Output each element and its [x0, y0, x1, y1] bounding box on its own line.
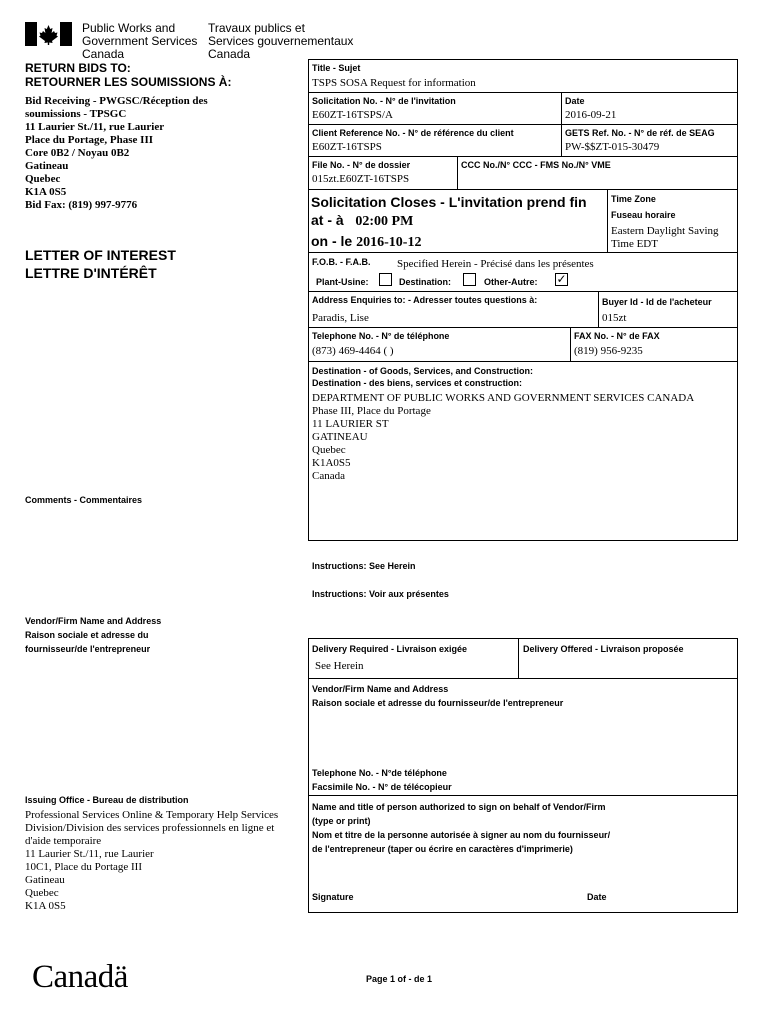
- bid-receiving-address: Bid Receiving - PWGSC/Réception des soumissions - TPSGC 11 Laurier St./11, rue Laurier Place du Portage, Phase III Core 0B2 / Noyau 0B2 Gatineau Quebec K1A 0S5 Bid Fax: (819) 997-9776: [25, 95, 208, 211]
- gets-ref-label: GETS Ref. No. - N° de réf. de SEAG: [565, 128, 715, 138]
- time-zone-label: Time Zone: [611, 194, 656, 204]
- vendor-firm-field[interactable]: [312, 712, 732, 762]
- signature-date-label: Date: [587, 892, 607, 902]
- file-no-label: File No. - N° de dossier: [312, 160, 411, 170]
- closing-time: at - à 02:00 PM: [311, 212, 414, 229]
- buyer-id-label: Buyer Id - Id de l'acheteur: [602, 297, 712, 307]
- solicitation-closes-label: Solicitation Closes - L'invitation prend fin: [311, 194, 587, 210]
- page-number: Page 1 of - de 1: [366, 974, 433, 984]
- closing-date: on - le 2016-10-12: [311, 233, 422, 250]
- fuseau-horaire-label: Fuseau horaire: [611, 210, 676, 220]
- fob-value: Specified Herein - Précisé dans les présentes: [397, 258, 594, 270]
- delivery-offered-field[interactable]: [520, 660, 735, 676]
- department-name-en: Public Works and Government Services Canada: [82, 21, 198, 61]
- date-value: 2016-09-21: [565, 109, 617, 121]
- canada-wordmark: Canadä: [32, 959, 128, 995]
- issuing-office-label: Issuing Office - Bureau de distribution: [25, 795, 189, 805]
- time-zone-value: Eastern Daylight Saving Time EDT: [611, 225, 719, 250]
- destination-checkbox-label: Destination:: [399, 277, 452, 287]
- destination-label: Destination - of Goods, Services, and Construction: Destination - des biens, services et construction:: [312, 366, 534, 388]
- destination-checkbox[interactable]: [463, 273, 476, 286]
- solicitation-no-label: Solicitation No. - N° de l'invitation: [312, 96, 456, 106]
- file-no-value: 015zt.E60ZT-16TSPS: [312, 173, 410, 185]
- address-enquiries-value: Paradis, Lise: [312, 312, 369, 324]
- return-bids-heading: RETURN BIDS TO: RETOURNER LES SOUMISSIONS À:: [25, 61, 232, 89]
- department-name-fr: Travaux publics et Services gouvernementaux Canada: [208, 21, 354, 61]
- fob-label: F.O.B. - F.A.B.: [312, 257, 371, 267]
- ccc-no-label: CCC No./N° CCC - FMS No./N° VME: [461, 160, 611, 170]
- delivery-offered-label: Delivery Offered - Livraison proposée: [523, 644, 684, 654]
- vendor-phone-fax-labels: Telephone No. - N°de téléphone Facsimile No. - N° de télécopieur: [312, 768, 452, 792]
- client-reference-value: E60ZT-16TSPS: [312, 141, 382, 153]
- letter-of-interest-title: LETTER OF INTEREST LETTRE D'INTÉRÊT: [25, 247, 176, 281]
- authorized-person-label: Name and title of person authorized to sign on behalf of Vendor/Firm (type or print) Nom et titre de la personne autorisée à signer au nom du fournisseur/ de l'entrepreneur (taper ou écrire en caractères d'imprimerie): [312, 802, 611, 854]
- address-enquiries-label: Address Enquiries to: - Adresser toutes questions à:: [312, 295, 538, 305]
- other-autre-label: Other-Autre:: [484, 277, 538, 287]
- destination-address: DEPARTMENT OF PUBLIC WORKS AND GOVERNMENT SERVICES CANADA Phase III, Place du Portage 11 LAURIER ST GATINEAU Quebec K1A0S5 Canada: [312, 392, 695, 482]
- instructions-fr: Instructions: Voir aux présentes: [312, 589, 449, 599]
- comments-label: Comments - Commentaires: [25, 495, 143, 505]
- delivery-required-label: Delivery Required - Livraison exigée: [312, 644, 468, 654]
- telephone-value: (873) 469-4464 ( ): [312, 345, 394, 357]
- solicitation-no-value: E60ZT-16TSPS/A: [312, 109, 393, 121]
- vendor-firm-label-left: Vendor/Firm Name and Address Raison sociale et adresse du fournisseur/de l'entrepreneur: [25, 616, 162, 654]
- fax-label: FAX No. - N° de FAX: [574, 331, 660, 341]
- signature-label: Signature: [312, 892, 354, 902]
- issuing-office-address: Professional Services Online & Temporary Help Services Division/Division des services professionnels en ligne et d'aide temporaire 11 Laurier St./11, rue Laurier 10C1, Place du Portage III Gatineau Quebec K1A 0S5: [25, 809, 279, 912]
- plant-usine-label: Plant-Usine:: [316, 277, 369, 287]
- fax-value: (819) 956-9235: [574, 345, 643, 357]
- government-flag-logo: [25, 22, 72, 46]
- other-autre-checkbox[interactable]: ✓: [556, 272, 567, 286]
- delivery-required-value: See Herein: [315, 660, 364, 672]
- instructions-en: Instructions: See Herein: [312, 561, 416, 571]
- client-reference-label: Client Reference No. - N° de référence du client: [312, 128, 514, 138]
- date-label: Date: [565, 96, 585, 106]
- plant-usine-checkbox[interactable]: [379, 273, 392, 286]
- buyer-id-value: 015zt: [602, 312, 627, 324]
- vendor-firm-label: Vendor/Firm Name and Address Raison sociale et adresse du fournisseur/de l'entrepreneur: [312, 684, 564, 708]
- telephone-label: Telephone No. - N° de téléphone: [312, 331, 450, 341]
- title-value: TSPS SOSA Request for information: [312, 77, 476, 89]
- title-label: Title - Sujet: [312, 63, 361, 73]
- gets-ref-value: PW-$$ZT-015-30479: [565, 141, 660, 153]
